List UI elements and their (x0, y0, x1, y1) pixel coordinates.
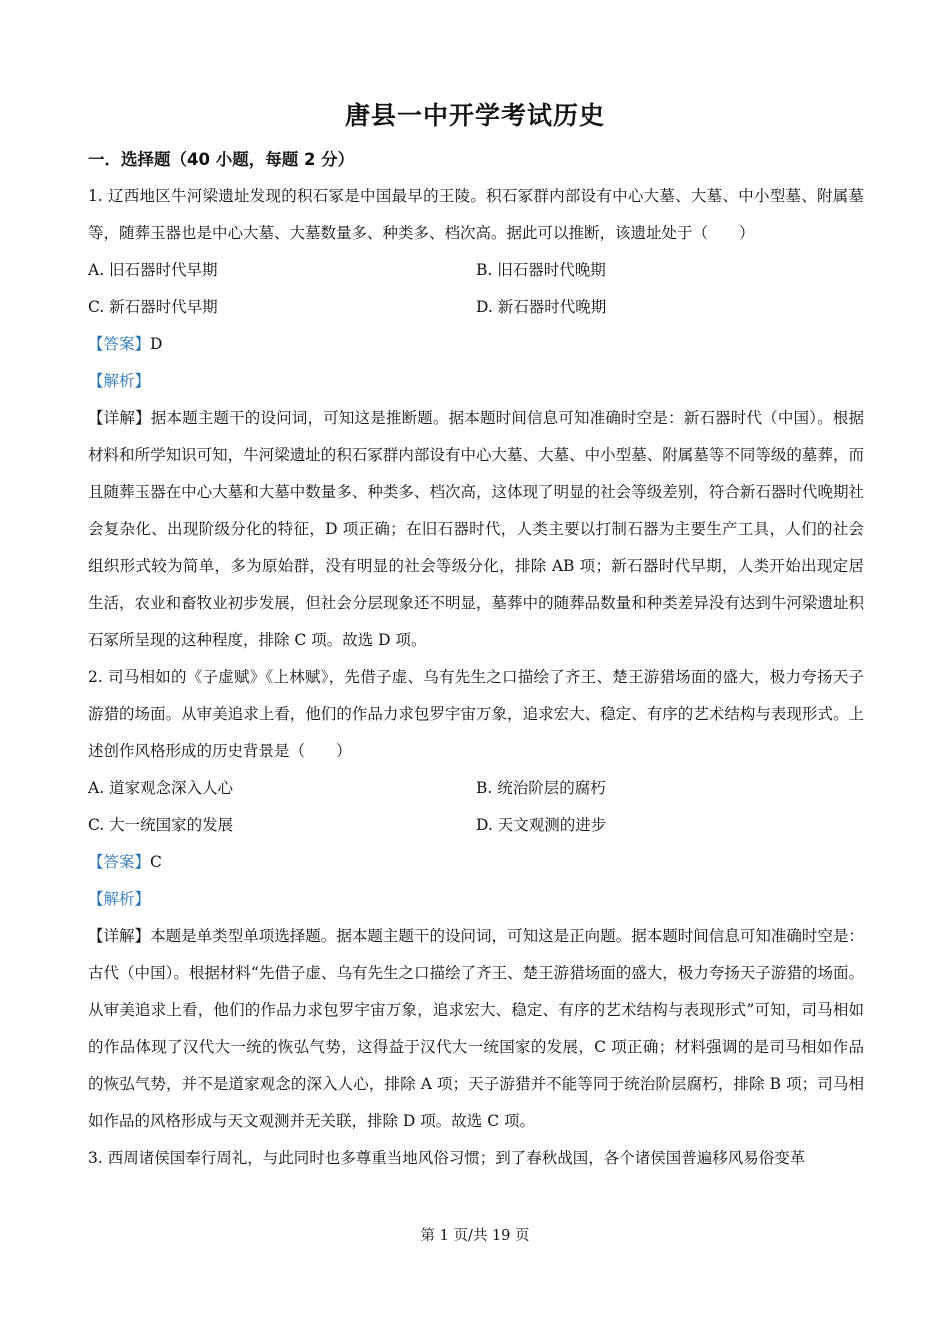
option-b: B. 统治阶层的腐朽 (476, 779, 606, 797)
question-1-analysis (88, 363, 864, 400)
question-1-detail (88, 400, 864, 659)
answer-value: C (150, 853, 162, 871)
option-b: B. 旧石器时代晚期 (476, 261, 606, 279)
question-2-analysis (88, 881, 864, 918)
detail-text: 本题是单类型单项选择题。据本题主题干的设问词，可知这是正向题。据本题时间信息可知准确时空是：古代（中国）。根据材料“先借子虚、乌有先生之口描绘了齐王、楚王游猎场面的盛大，极力夸扬天子游猎的场面。从审美追求上看，他们的作品力求包罗宇宙万象，追求宏大、稳定、有序的艺术结构与表现形式”可知，司马相如的作品体现了汉代大一统的恢弘气势，这得益于汉代大一统国家的发展，C 项正确；材料强调的是司马相如作品的恢弘气势，并不是道家观念的深入人心，排除 A 项；天子游猎并不能等同于统治阶层腐朽，排除 B 项；司马相如作品的风格形成与天文观测并无关联，排除 D 项。故选 C 项。 (88, 927, 864, 1130)
question-1-answer (88, 326, 864, 363)
option-c: C. 大一统国家的发展 (88, 816, 234, 834)
answer-label: 【答案】 (88, 335, 151, 353)
detail-label: 【详解】 (88, 927, 151, 945)
question-2-options (88, 770, 864, 844)
option-a: A. 道家观念深入人心 (88, 779, 234, 797)
detail-text: 据本题主题干的设问词，可知这是推断题。据本题时间信息可知准确时空是：新石器时代（中国）。根据材料和所学知识可知，牛河梁遗址的积石冢群内部设有中心大墓、大墓、中小型墓、附属墓等不同等级的墓葬，而且随葬玉器在中心大墓和大墓中数量多、种类多、档次高，这体现了明显的社会等级差别，符合新石器时代晚期社会复杂化、出现阶级分化的特征，D 项正确；在旧石器时代，人类主要以打制石器为主要生产工具，人们的社会组织形式较为简单，多为原始群，没有明显的社会等级分化，排除 AB 项；新石器时代早期，人类开始出现定居生活，农业和畜牧业初步发展，但社会分层现象还不明显，墓葬中的随葬品数量和种类差异没有达到牛河梁遗址积石冢所呈现的这种程度，排除 C 项。故选 D 项。 (88, 409, 864, 649)
document-body (88, 178, 864, 1177)
detail-label: 【详解】 (88, 409, 151, 427)
question-3-stem: 3. 西周诸侯国奉行周礼，与此同时也多尊重当地风俗习惯；到了春秋战国，各个诸侯国普遍移风易俗变革 (88, 1149, 806, 1167)
question-2-detail (88, 918, 864, 1140)
option-c: C. 新石器时代早期 (88, 298, 218, 316)
answer-label: 【答案】 (88, 853, 151, 871)
section-heading: 一．选择题（40 小题，每题 2 分） (88, 150, 355, 169)
question-2-answer (88, 844, 864, 881)
question-1-stem: 1. 辽西地区牛河梁遗址发现的积石冢是中国最早的王陵。积石冢群内部设有中心大墓、大墓、中小型墓、附属墓等，随葬玉器也是中心大墓、大墓数量多、种类多、档次高。据此可以推断，该遗址处于（ ） (88, 187, 864, 242)
page-footer: 第 1 页/共 19 页 (420, 1228, 530, 1244)
option-a: A. 旧石器时代早期 (88, 261, 218, 279)
analysis-label: 【解析】 (88, 890, 151, 908)
question-2-stem: 2. 司马相如的《子虚赋》《上林赋》，先借子虚、乌有先生之口描绘了齐王、楚王游猎场面的盛大，极力夸扬天子游猎的场面。从审美追求上看，他们的作品力求包罗宇宙万象，追求宏大、稳定、有序的艺术结构与表现形式。上述创作风格形成的历史背景是（ ） (88, 668, 864, 760)
question-1-options (88, 252, 864, 326)
analysis-label: 【解析】 (88, 372, 151, 390)
document-title: 唐县一中开学考试历史 (344, 101, 605, 130)
answer-value: D (150, 335, 163, 353)
option-d: D. 新石器时代晚期 (476, 298, 607, 316)
option-d: D. 天文观测的进步 (476, 816, 607, 834)
